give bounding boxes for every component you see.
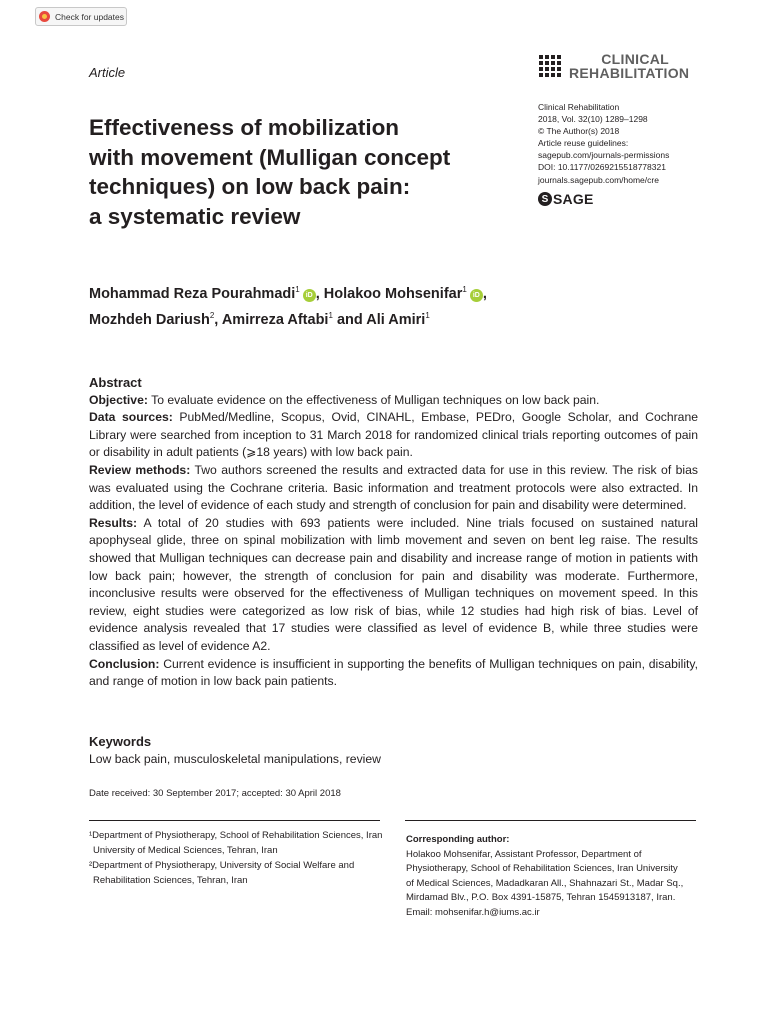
- author-conjunction: and: [332, 311, 367, 328]
- journal-home-link[interactable]: journals.sagepub.com/home/cre: [538, 174, 659, 185]
- results-text: A total of 20 studies with 693 patients were included. Nine trials focused on sustained natural apophyseal glide, three on spinal mobilization with limb movement and seven on bent leg raise. The results showed that Mulligan techniques can decrease pain and disability and increase range of motion in patients with low back pain; however, the strength of conclusion for pain and disability was moderate. Furthermore, inconclusive results were observed for the effectiveness of Mulligan techniques on movement speed. In this review, eight studies were categorized as low risk of bias, while 12 studies had high risk of bias. Level of evidence analysis revealed that 17 studies were classified as level of evidence B, while three studies were classified as level of evidence A2.: [89, 515, 698, 653]
- check-for-updates-label: Check for updates: [55, 11, 124, 22]
- journal-meta: [538, 101, 669, 186]
- keywords-heading: Keywords: [89, 734, 152, 749]
- author-affiliation-marker: 1: [295, 285, 300, 294]
- data-sources-label: Data sources:: [89, 410, 173, 425]
- corresponding-line: Physiotherapy, School of Rehabilitation Sciences, Iran University: [406, 863, 678, 875]
- results-label: Results:: [89, 515, 138, 530]
- title-line-1: Effectiveness of mobilization: [89, 115, 400, 140]
- author-name: Holakoo Mohsenifar: [323, 285, 463, 302]
- author-name: Ali Amiri: [366, 311, 426, 328]
- title-line-4: a systematic review: [89, 203, 301, 229]
- abstract-conclusion: [89, 656, 698, 691]
- author-name: Mohammad Reza Pourahmadi: [89, 285, 296, 302]
- review-methods-text: Two authors screened the results and extracted data for use in this review. The risk of bias was evaluated using the Cochrane criteria. Basic information and treatment protocols were also extracted. In addition, the level of evidence of each study and strength of conclusion for pain and disability were determined.: [89, 462, 699, 513]
- crossmark-icon: [39, 11, 50, 22]
- corresponding-line: of Medical Sciences, Madadkaran All., Shahnazari St., Madar Sq.,: [406, 877, 684, 889]
- abstract-data-sources: [89, 409, 698, 462]
- journal-logo-line1: CLINICAL: [601, 51, 669, 67]
- journal-name: Clinical Rehabilitation: [538, 102, 620, 112]
- conclusion-text: Current evidence is insufficient in supporting the benefits of Mulligan techniques on pain, disability, and range of motion in low back pain patients.: [89, 656, 698, 689]
- check-for-updates-button[interactable]: [35, 7, 127, 26]
- author-name: Amirreza Aftabi: [221, 311, 329, 328]
- review-methods-label: Review methods:: [89, 462, 191, 477]
- publisher-logo: [538, 191, 593, 207]
- abstract-heading: Abstract: [89, 375, 142, 390]
- journal-logo-line2: REHABILITATION: [569, 65, 690, 81]
- conclusion-label: Conclusion:: [89, 656, 160, 671]
- author-affiliation-marker: 1: [462, 285, 467, 294]
- title-line-2: with movement (Mulligan concept: [89, 144, 451, 170]
- article-type-label: Article: [89, 65, 126, 80]
- doi-link[interactable]: DOI: 10.1177/0269215518778321: [538, 162, 666, 173]
- permissions-link[interactable]: sagepub.com/journals-permissions: [538, 150, 670, 161]
- affiliation-1: ¹Department of Physiotherapy, School of Rehabilitation Sciences, Iran University of Medical Sciences, Tehran, Iran: [89, 830, 383, 856]
- journal-logo-text: [569, 52, 689, 80]
- date-received: Date received: 30 September 2017; accepted: 30 April 2018: [89, 788, 341, 799]
- article-title: [89, 113, 519, 231]
- data-sources-text: PubMed/Medline, Scopus, Ovid, CINAHL, Embase, PEDro, Google Scholar, and Cochrane Library were searched from inception to 31 March 2018 for randomized clinical trials reporting outcomes of pain or disability in adult patients (⩾18 years) with low back pain.: [89, 410, 698, 460]
- abstract-objective: [89, 392, 698, 410]
- author-affiliation-marker: 2: [209, 310, 215, 320]
- orcid-icon[interactable]: iD: [303, 289, 316, 302]
- journal-copyright: © The Author(s) 2018: [538, 126, 620, 137]
- author-list: Mohammad Reza Pourahmadi$^1$iD , Holakoo Mohsenifar$^1$iD , Mozhdeh Dariush$^2$, Amirreza Aftabi$^1$ and Ali Amiri$^1$: [89, 285, 487, 328]
- affiliation-2: ²Department of Physiotherapy, University of Social Welfare and Rehabilitation Sciences, Tehran, Iran: [89, 860, 355, 886]
- abstract: [89, 374, 698, 691]
- abstract-results: [89, 515, 698, 656]
- journal-volume: 2018, Vol. 32(10) 1289–1298: [538, 114, 648, 125]
- objective-text: To evaluate evidence on the effectiveness of Mulligan techniques on low back pain.: [147, 392, 600, 407]
- corresponding-line: Mirdamad Blv., P.O. Box 4391-15875, Tehran 1545913187, Iran.: [406, 892, 676, 904]
- journal-logo-icon: [539, 55, 563, 79]
- author-name: Mozhdeh Dariush: [89, 311, 210, 328]
- title-line-3: techniques) on low back pain:: [89, 174, 411, 199]
- publisher-name: SAGE: [553, 191, 594, 207]
- footnote-divider-left: [89, 820, 380, 821]
- corresponding-author: [406, 833, 698, 921]
- orcid-icon[interactable]: iD: [470, 289, 483, 302]
- corresponding-email[interactable]: Email: mohsenifar.h@iums.ac.ir: [406, 906, 540, 918]
- corresponding-line: Holakoo Mohsenifar, Assistant Professor, Department of: [406, 848, 642, 860]
- author-separator: ,: [214, 311, 222, 328]
- author-affiliation-marker: 1: [328, 310, 333, 320]
- corresponding-heading: Corresponding author:: [406, 834, 510, 845]
- author-affiliation-marker: 1: [425, 310, 430, 320]
- keywords-text: Low back pain, musculoskeletal manipulations, review: [89, 752, 381, 766]
- objective-label: Objective:: [89, 392, 148, 407]
- abstract-review-methods: [89, 462, 698, 515]
- affiliations: [89, 828, 389, 888]
- author-separator: ,: [315, 285, 324, 302]
- reuse-guidelines-label: Article reuse guidelines:: [538, 138, 629, 149]
- footnote-divider-right: [405, 820, 696, 821]
- sage-s-icon: S: [538, 192, 552, 206]
